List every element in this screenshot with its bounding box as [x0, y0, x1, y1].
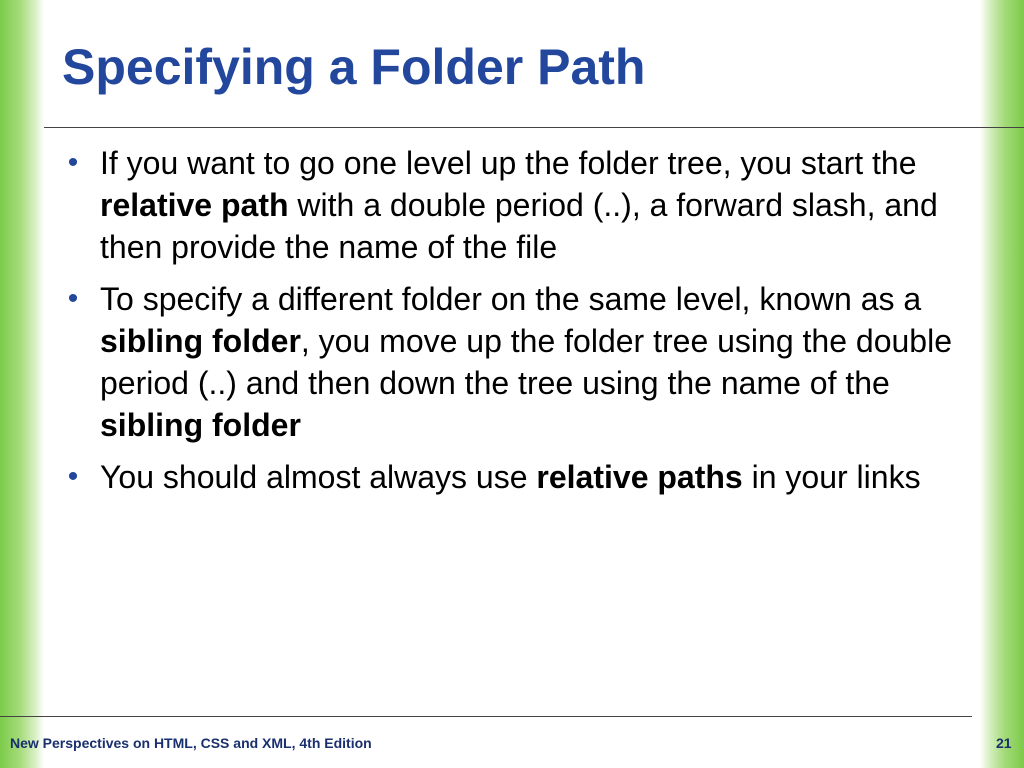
bullet-text-bold: sibling folder — [100, 407, 301, 443]
title-divider — [44, 127, 1024, 128]
slide-title: Specifying a Folder Path — [62, 39, 646, 95]
bullet-list — [60, 142, 980, 508]
bullet-text: If you want to go one level up the folder tree, you start the — [100, 145, 917, 181]
bullet-text: To specify a different folder on the same level, known as a — [100, 281, 922, 317]
bullet-text-bold: sibling folder — [100, 323, 301, 359]
footer-divider — [0, 716, 972, 717]
bullet-marker: • — [67, 460, 79, 493]
bullet-item — [60, 142, 980, 268]
bullet-text: with a double period (..), a forward slash, and then provide the name of the file — [100, 187, 938, 265]
right-green-border — [980, 0, 1024, 768]
bullet-text-bold: relative paths — [536, 459, 743, 495]
bullet-text: , you move up the folder tree using the double period (..) and then down the tree using the name of the — [100, 323, 952, 401]
bullet-text-bold: relative path — [100, 187, 289, 223]
bullet-item — [60, 278, 980, 446]
bullet-text: You should almost always use — [100, 459, 537, 495]
left-green-border — [0, 0, 44, 768]
bullet-item — [60, 456, 980, 498]
bullet-text: in your links — [742, 459, 921, 495]
bullet-marker: • — [67, 146, 79, 179]
bullet-marker: • — [67, 282, 79, 315]
page-number: 21 — [996, 735, 1012, 751]
footer-book-title: New Perspectives on HTML, CSS and XML, 4th Edition — [10, 735, 372, 751]
